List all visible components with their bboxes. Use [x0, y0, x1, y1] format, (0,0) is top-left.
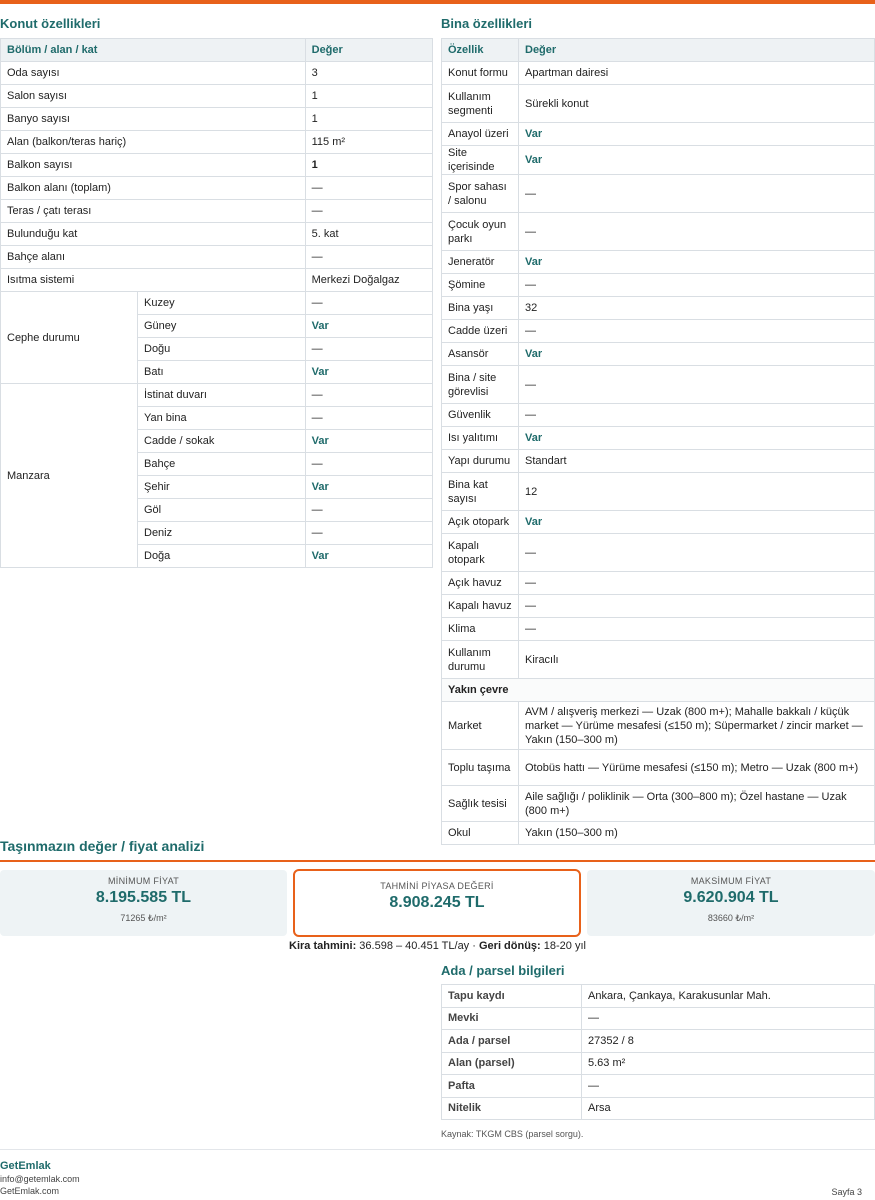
sub-label: Kuzey [138, 292, 306, 315]
row-value: 5. kat [305, 223, 432, 246]
table-row [442, 62, 875, 85]
table-row [442, 534, 875, 572]
row-label: Balkon alanı (toplam) [1, 177, 306, 200]
row-value: 3 [305, 62, 432, 85]
row-label: Isı yalıtımı [442, 427, 519, 450]
table-row [442, 343, 875, 366]
row-value: — [519, 320, 875, 343]
row-label: Çocuk oyun parkı [442, 213, 519, 251]
parcel-label: Mevki [442, 1007, 582, 1030]
parcel-source: Kaynak: TKGM CBS (parsel sorgu). [441, 1129, 584, 1139]
footer-brand: GetEmlak [0, 1160, 51, 1172]
row-label: Açık otopark [442, 511, 519, 534]
footer-divider [0, 1149, 875, 1150]
row-label: Asansör [442, 343, 519, 366]
table-row [442, 641, 875, 679]
row-label: Açık havuz [442, 572, 519, 595]
row-label: Bulunduğu kat [1, 223, 306, 246]
row-label: Balkon sayısı [1, 154, 306, 177]
top-accent-bar [0, 0, 875, 4]
near-label: Market [442, 702, 519, 750]
return-label: Geri dönüş: [478, 940, 541, 952]
bina-title: Bina özellikleri [441, 16, 533, 31]
row-value: 1 [305, 108, 432, 131]
table-row [1, 223, 433, 246]
row-value: Var [519, 511, 875, 534]
row-label: Cadde üzeri [442, 320, 519, 343]
row-value: — [519, 213, 875, 251]
table-row [1, 246, 433, 269]
row-value: Var [519, 427, 875, 450]
table-row [442, 473, 875, 511]
row-value: 1 [305, 85, 432, 108]
table-row [442, 1075, 875, 1098]
min-price-card [0, 870, 287, 936]
row-label: Site içerisinde [442, 146, 519, 175]
table-row [442, 146, 875, 175]
table-row [442, 595, 875, 618]
sub-value: — [305, 499, 432, 522]
price-cards [0, 860, 875, 938]
konut-section [0, 15, 433, 568]
parcel-title: Ada / parsel bilgileri [441, 963, 565, 978]
table-row [442, 1030, 875, 1053]
row-value: Kiracılı [519, 641, 875, 679]
row-label: Isıtma sistemi [1, 269, 306, 292]
row-label: Anayol üzeri [442, 123, 519, 146]
sub-value: Var [305, 476, 432, 499]
sub-value: — [305, 453, 432, 476]
table-row [442, 404, 875, 427]
parcel-value: Arsa [582, 1097, 875, 1120]
table-row [442, 123, 875, 146]
table-row [442, 427, 875, 450]
estimate-card [293, 869, 581, 937]
table-row [442, 572, 875, 595]
row-value: Merkezi Doğalgaz [305, 269, 432, 292]
konut-head-label: Bölüm / alan / kat [1, 39, 306, 62]
parcel-value: Ankara, Çankaya, Karakusunlar Mah. [582, 985, 875, 1008]
row-label: Konut formu [442, 62, 519, 85]
footer-site: GetEmlak.com [0, 1186, 60, 1196]
sub-label: Doğu [138, 338, 306, 361]
row-value: — [305, 246, 432, 269]
row-value: 32 [519, 297, 875, 320]
row-value: — [519, 595, 875, 618]
max-price-value: 9.620.904 TL [683, 889, 779, 906]
parcel-label: Ada / parsel [442, 1030, 582, 1053]
row-value: — [305, 200, 432, 223]
konut-head-value: Değer [305, 39, 432, 62]
sub-label: Güney [138, 315, 306, 338]
table-row [442, 1007, 875, 1030]
table-row [1, 62, 433, 85]
row-value: — [519, 366, 875, 404]
table-row [442, 985, 875, 1008]
min-price-value: 8.195.585 TL [95, 889, 192, 906]
near-label: Okul [442, 822, 519, 845]
table-row [442, 251, 875, 274]
parcel-label: Tapu kaydı [442, 985, 582, 1008]
table-row [442, 1097, 875, 1120]
table-row [1, 177, 433, 200]
row-value: 115 m² [305, 131, 432, 154]
footer-email: info@getemlak.com [0, 1173, 80, 1184]
table-row [442, 511, 875, 534]
parcel-section [441, 963, 875, 1139]
row-label: Salon sayısı [1, 85, 306, 108]
return-value: 18-20 yıl [543, 940, 586, 952]
parcel-value: — [582, 1075, 875, 1098]
row-label: Bina / site görevlisi [442, 366, 519, 404]
row-label: Kapalı otopark [442, 534, 519, 572]
row-value: Apartman dairesi [519, 62, 875, 85]
rent-value: 36.598 – 40.451 TL/ay [359, 940, 470, 952]
min-price-per-m2: 71265 ₺/m² [120, 913, 167, 923]
row-label: Jeneratör [442, 251, 519, 274]
sub-value: Var [305, 545, 432, 568]
near-label: Sağlık tesisi [442, 786, 519, 822]
row-value: Var [519, 123, 875, 146]
sub-label: Yan bina [138, 407, 306, 430]
row-label: Kullanım segmenti [442, 85, 519, 123]
bina-table [441, 38, 875, 845]
bina-head-value: Değer [519, 39, 875, 62]
sub-label: Deniz [138, 522, 306, 545]
table-row [1, 200, 433, 223]
row-value: — [305, 177, 432, 200]
table-row [1, 131, 433, 154]
rent-label: Kira tahmini: [289, 940, 357, 952]
row-label: Spor sahası / salonu [442, 175, 519, 213]
table-row [442, 274, 875, 297]
row-value: Var [519, 146, 875, 175]
sub-label: Batı [138, 361, 306, 384]
row-value: Var [519, 251, 875, 274]
sub-value: Var [305, 315, 432, 338]
sub-label: Cadde / sokak [138, 430, 306, 453]
sub-value: — [305, 407, 432, 430]
near-value: Yakın (150–300 m) [519, 822, 875, 845]
table-row [442, 450, 875, 473]
row-value: — [519, 618, 875, 641]
footer [0, 1160, 80, 1198]
parcel-label: Nitelik [442, 1097, 582, 1120]
table-row [1, 269, 433, 292]
row-label: Güvenlik [442, 404, 519, 427]
sub-value: — [305, 292, 432, 315]
sub-value: Var [305, 430, 432, 453]
bina-head-label: Özellik [442, 39, 519, 62]
table-row [1, 292, 433, 315]
cephe-label: Cephe durumu [1, 292, 138, 384]
row-label: Oda sayısı [1, 62, 306, 85]
table-row [1, 85, 433, 108]
row-label: Bina kat sayısı [442, 473, 519, 511]
row-label: Şömine [442, 274, 519, 297]
sub-label: Şehir [138, 476, 306, 499]
table-row [442, 297, 875, 320]
parcel-value: — [582, 1007, 875, 1030]
konut-title: Konut özellikleri [0, 16, 101, 31]
row-label: Klima [442, 618, 519, 641]
row-value: — [519, 274, 875, 297]
estimate-label: TAHMİNİ PİYASA DEĞERİ [380, 881, 494, 891]
bina-section [441, 15, 875, 845]
max-price-label: MAKSİMUM FİYAT [690, 876, 772, 886]
row-value: Sürekli konut [519, 85, 875, 123]
row-value: 1 [305, 154, 432, 177]
row-label: Bina yaşı [442, 297, 519, 320]
near-heading: Yakın çevre [442, 679, 875, 702]
table-row [1, 108, 433, 131]
table-row [442, 175, 875, 213]
table-row [442, 320, 875, 343]
manzara-label: Manzara [1, 384, 138, 568]
row-label: Alan (balkon/teras hariç) [1, 131, 306, 154]
parcel-label: Pafta [442, 1075, 582, 1098]
parcel-value: 5.63 m² [582, 1052, 875, 1075]
table-row [442, 366, 875, 404]
sub-label: Bahçe [138, 453, 306, 476]
rent-separator: · [472, 940, 476, 952]
table-row [1, 154, 433, 177]
row-value: — [519, 572, 875, 595]
row-label: Banyo sayısı [1, 108, 306, 131]
row-value: — [519, 404, 875, 427]
sub-value: — [305, 384, 432, 407]
table-row [442, 213, 875, 251]
max-price-card [587, 870, 875, 936]
row-value: Standart [519, 450, 875, 473]
max-price-per-m2: 83660 ₺/m² [707, 913, 755, 923]
row-label: Kullanım durumu [442, 641, 519, 679]
near-value: Otobüs hattı — Yürüme mesafesi (≤150 m); Metro — Uzak (800 m+) [519, 750, 875, 786]
row-value: — [519, 175, 875, 213]
table-row [442, 85, 875, 123]
near-label: Toplu taşıma [442, 750, 519, 786]
row-label: Yapı durumu [442, 450, 519, 473]
parcel-label: Alan (parsel) [442, 1052, 582, 1075]
parcel-table [441, 984, 875, 1120]
price-title: Taşınmazın değer / fiyat analizi [0, 838, 205, 854]
page-number: Sayfa 3 [831, 1187, 862, 1197]
sub-value: — [305, 522, 432, 545]
konut-table [0, 38, 433, 568]
near-value: Aile sağlığı / poliklinik — Orta (300–800 m); Özel hastane — Uzak (800 m+) [519, 786, 875, 822]
table-row [442, 618, 875, 641]
table-row [442, 1052, 875, 1075]
sub-value: Var [305, 361, 432, 384]
row-value: 12 [519, 473, 875, 511]
table-row [442, 786, 875, 822]
row-value: — [519, 534, 875, 572]
near-value: AVM / alışveriş merkezi — Uzak (800 m+); Mahalle bakkalı / küçük market — Yürüme mesafesi (≤150 m); Süpermarket / zincir market — Yakın (150–300 m) [519, 702, 875, 750]
row-value: Var [519, 343, 875, 366]
estimate-value: 8.908.245 TL [389, 894, 485, 911]
row-label: Kapalı havuz [442, 595, 519, 618]
table-row [442, 750, 875, 786]
sub-label: Göl [138, 499, 306, 522]
sub-value: — [305, 338, 432, 361]
parcel-value: 27352 / 8 [582, 1030, 875, 1053]
row-label: Teras / çatı terası [1, 200, 306, 223]
table-row [1, 384, 433, 407]
price-section [0, 836, 875, 938]
near-heading-row [442, 679, 875, 702]
min-price-label: MİNİMUM FİYAT [107, 876, 180, 886]
row-label: Bahçe alanı [1, 246, 306, 269]
table-row [442, 702, 875, 750]
rent-line [0, 940, 875, 952]
sub-label: İstinat duvarı [138, 384, 306, 407]
sub-label: Doğa [138, 545, 306, 568]
